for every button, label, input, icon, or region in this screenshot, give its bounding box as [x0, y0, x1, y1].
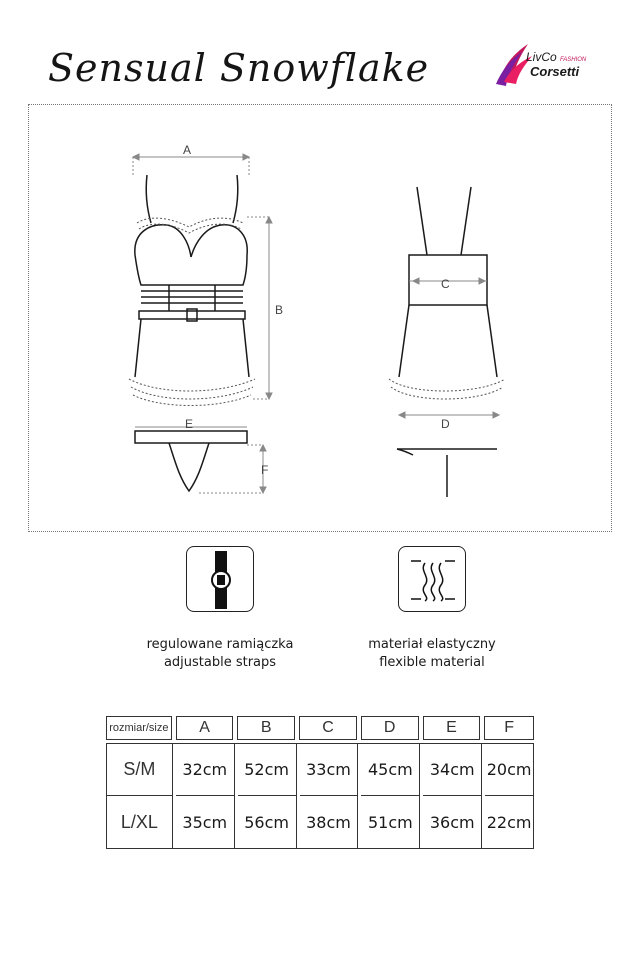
column-header-e: E [423, 716, 481, 740]
dimension-e-label: E [185, 417, 194, 431]
table-cell: 56cm [244, 812, 289, 832]
size-table-header [106, 716, 534, 740]
brand-logo [494, 40, 606, 92]
size-table-body [106, 743, 534, 849]
feature-label-en: adjustable straps [163, 655, 277, 670]
size-name-column [107, 744, 173, 848]
column-header-b: B [237, 716, 295, 740]
table-cell: 36cm [429, 812, 475, 832]
table-cell: 33cm [300, 744, 358, 796]
feature-label-en: flexible material [379, 655, 485, 670]
size-header-label: rozmiar/size [106, 716, 172, 740]
brand-name-bottom: Corsetti [530, 64, 580, 79]
size-sm: S/M [107, 744, 172, 796]
brand-livco: LivCo [526, 50, 557, 64]
table-cell: 20cm [485, 744, 533, 796]
table-cell: 32cm [176, 744, 234, 796]
dimension-b-label: B [275, 303, 284, 317]
table-cell: 45cm [361, 744, 419, 796]
feature-label-pl: materiał elastyczny [368, 637, 496, 652]
column-c [300, 744, 359, 848]
dimension-c-label: C [441, 277, 450, 291]
brand-name-top [526, 50, 586, 64]
column-header-f: F [484, 716, 534, 740]
dimension-d-label: D [441, 417, 450, 431]
column-f [485, 744, 533, 848]
dimension-a-label: A [183, 143, 192, 157]
adjustable-strap-icon [186, 546, 254, 612]
column-header-c: C [299, 716, 357, 740]
table-cell: 35cm [182, 812, 228, 832]
feature-flexible-material [322, 636, 542, 672]
column-a [176, 744, 235, 848]
size-lxl: L/XL [120, 811, 158, 832]
table-cell: 52cm [238, 744, 296, 796]
column-e [423, 744, 482, 848]
product-title: Sensual Snowflake [48, 46, 430, 90]
dimension-f-label: F [261, 463, 269, 477]
table-cell: 34cm [423, 744, 481, 796]
column-b [238, 744, 297, 848]
brand-fashion: FASHION [560, 57, 587, 63]
column-header-a: A [176, 716, 234, 740]
column-d [361, 744, 420, 848]
garment-technical-drawing [29, 105, 613, 533]
feature-label-pl: regulowane ramiączka [146, 637, 294, 652]
garment-diagram [28, 104, 612, 532]
feature-adjustable-straps [110, 636, 330, 672]
column-header-d: D [361, 716, 419, 740]
stretch-wave-icon [398, 546, 466, 612]
table-cell: 38cm [306, 812, 351, 832]
table-cell: 22cm [486, 812, 532, 832]
table-cell: 51cm [367, 812, 413, 832]
